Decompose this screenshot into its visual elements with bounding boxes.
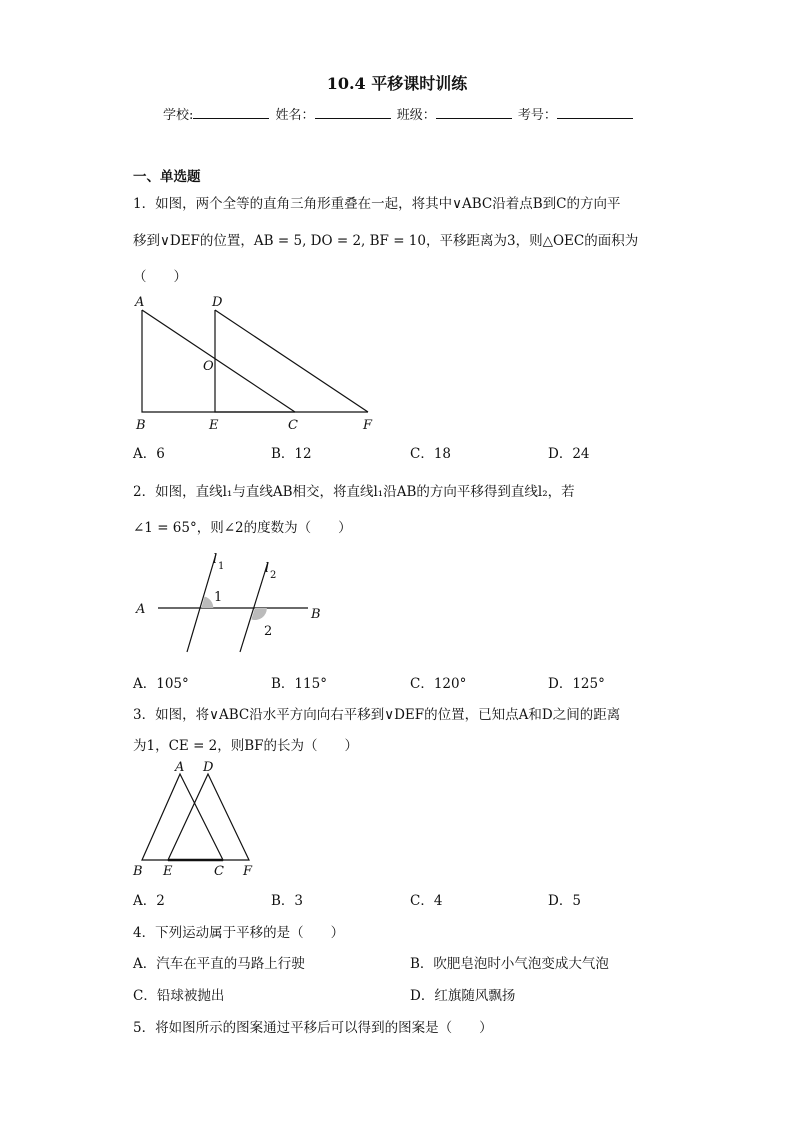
student-info-row	[163, 104, 635, 123]
q3-triangle-abc	[142, 774, 223, 860]
q3-line2: 为1，CE = 2，则BF的长为（ ）	[133, 738, 359, 754]
q3-label-e: E	[163, 864, 173, 879]
q2-label-l2-sub: 2	[270, 570, 277, 581]
q2-label-angle1: 1	[214, 590, 223, 605]
q2-option-b[interactable]: B．115°	[271, 676, 327, 692]
q2-option-d[interactable]: D．125°	[548, 676, 605, 692]
q3-figure	[128, 756, 268, 880]
exam-no-label: 考号：	[517, 108, 557, 123]
q4-option-b[interactable]: B．吹肥皂泡时小气泡变成大气泡	[410, 956, 609, 972]
q1-label-d: D	[212, 295, 223, 310]
q1-line1: 1．如图，两个全等的直角三角形重叠在一起，将其中∨ABC沿着点B到C的方向平	[133, 196, 621, 212]
q3-option-d[interactable]: D．5	[548, 893, 581, 909]
class-blank[interactable]	[436, 106, 512, 119]
q2-figure	[130, 548, 330, 658]
q4-option-d[interactable]: D．红旗随风飘扬	[410, 988, 516, 1004]
q1-label-o: O	[203, 359, 214, 374]
q3-option-b[interactable]: B．3	[271, 893, 304, 909]
q1-label-b: B	[136, 418, 146, 433]
q2-line2: ∠1 = 65°，则∠2的度数为（ ）	[133, 520, 352, 536]
q2-label-l1: l	[213, 552, 218, 567]
q3-option-c[interactable]: C．4	[410, 893, 443, 909]
class-label: 班级：	[396, 108, 436, 123]
q1-line3: （ ）	[133, 269, 187, 285]
q3-triangle-def	[168, 774, 249, 860]
q1-segment-df	[215, 310, 368, 412]
q3-line1: 3．如图，将∨ABC沿水平方向向右平移到∨DEF的位置，已知点A和D之间的距离	[133, 707, 621, 723]
q1-label-f: F	[363, 418, 373, 433]
q2-label-l1-sub: 1	[218, 561, 225, 572]
q3-option-a[interactable]: A．2	[133, 893, 165, 909]
q2-line1: 2．如图，直线l₁与直线AB相交，将直线l₁沿AB的方向平移得到直线l₂，若	[133, 484, 575, 500]
q2-label-angle2: 2	[264, 624, 273, 639]
q1-option-a[interactable]: A．6	[133, 446, 165, 462]
q1-segment-ac	[142, 310, 295, 412]
q3-label-a: A	[175, 760, 185, 775]
q4-option-a[interactable]: A．汽车在平直的马路上行驶	[133, 956, 305, 972]
q1-label-c: C	[288, 418, 298, 433]
q1-line2: 移到∨DEF的位置，AB = 5, DO = 2, BF = 10，平移距离为3，则△OEC的面积为	[133, 233, 639, 249]
school-label: 学校:	[163, 108, 194, 123]
q3-label-d: D	[203, 760, 214, 775]
q2-option-a[interactable]: A．105°	[133, 676, 189, 692]
q2-option-c[interactable]: C．120°	[410, 676, 467, 692]
q3-label-c: C	[214, 864, 224, 879]
q1-figure	[130, 290, 390, 438]
section-heading: 一、单选题	[133, 169, 201, 185]
q1-option-c[interactable]: C．18	[410, 446, 452, 462]
name-label: 姓名：	[275, 108, 315, 123]
q5-line1: 5．将如图所示的图案通过平移后可以得到的图案是（ ）	[133, 1020, 493, 1036]
school-blank[interactable]	[193, 106, 269, 119]
name-blank[interactable]	[315, 106, 391, 119]
q1-label-a: A	[135, 295, 145, 310]
q4-line1: 4．下列运动属于平移的是（ ）	[133, 925, 345, 941]
q2-label-a: A	[136, 602, 146, 617]
q1-option-d[interactable]: D．24	[548, 446, 590, 462]
q2-label-b: B	[311, 607, 321, 622]
exam-no-blank[interactable]	[557, 106, 633, 119]
q2-label-l2: l	[265, 561, 270, 576]
q3-label-b: B	[133, 864, 143, 879]
q3-label-f: F	[243, 864, 253, 879]
q1-label-e: E	[209, 418, 219, 433]
q1-option-b[interactable]: B．12	[271, 446, 312, 462]
page-title: 10.4 平移课时训练	[326, 74, 468, 93]
q4-option-c[interactable]: C．铅球被抛出	[133, 988, 225, 1004]
